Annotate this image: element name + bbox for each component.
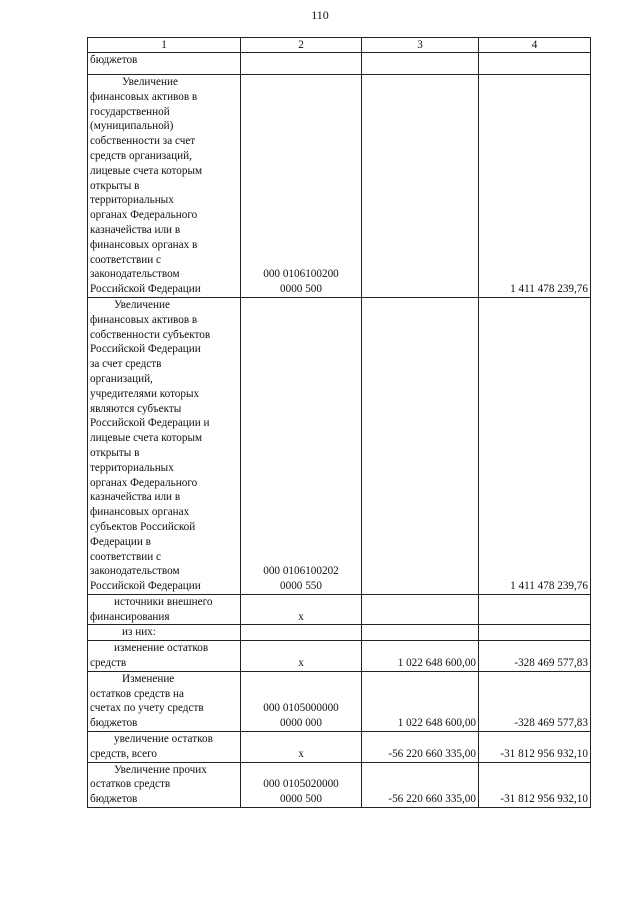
row-name-line: казначейства или в: [90, 491, 181, 504]
row-amount-col3: [362, 625, 479, 641]
row-name-line: Изменение: [122, 672, 175, 685]
row-code-line: 0000 500: [280, 793, 322, 806]
row-name-line: изменение остатков: [114, 642, 209, 655]
row-name-line: учредителями которых: [90, 387, 200, 400]
row-code-cell: [241, 732, 362, 763]
row-name-line: органах Федерального: [90, 476, 198, 489]
column-header-3: 3: [362, 38, 479, 53]
row-amount-col3: 1 022 648 600,00: [362, 641, 479, 672]
row-amount-col3: 1 022 648 600,00: [362, 671, 479, 731]
row-code-cell: [241, 625, 362, 641]
row-name-line: счетах по учету средств: [90, 702, 204, 715]
row-code-line: х: [298, 610, 304, 623]
row-name-cell: [88, 762, 241, 807]
row-amount-col4: -328 469 577,83: [479, 671, 591, 731]
row-name-line: Российской Федерации: [90, 343, 201, 356]
row-code-line: 0000 550: [280, 580, 322, 593]
row-name-line: открыты в: [90, 446, 140, 459]
table-row: [88, 594, 591, 625]
row-name-line: собственности субъектов: [90, 328, 211, 341]
row-code-line: 000 0106100200: [263, 268, 339, 281]
row-amount-col3: -56 220 660 335,00: [362, 762, 479, 807]
row-name-line: бюджетов: [90, 54, 138, 66]
row-code-line: 000 0106100202: [263, 565, 339, 578]
row-name-line: за счет средств: [90, 358, 162, 371]
row-name-line: остатков средств на: [90, 687, 184, 700]
row-amount-col3: [362, 53, 479, 75]
row-name-line: финансовых органах: [90, 506, 190, 519]
row-name-line: финансовых органах в: [90, 238, 198, 251]
row-name-line: финансирования: [90, 610, 170, 623]
row-name-line: соответствии с: [90, 550, 161, 563]
row-code-cell: [241, 297, 362, 594]
row-name-line: Российской Федерации: [90, 283, 201, 296]
column-header-2: 2: [241, 38, 362, 53]
row-name-line: соответствии с: [90, 253, 161, 266]
row-name-line: лицевые счета которым: [90, 164, 203, 177]
row-code-line: 000 0105020000: [263, 778, 339, 791]
row-amount-col3: [362, 297, 479, 594]
row-code-cell: [241, 75, 362, 298]
row-name-line: средств: [90, 657, 127, 670]
row-name-line: лицевые счета которым: [90, 432, 203, 445]
row-name-line: Увеличение прочих: [114, 763, 207, 776]
row-code-line: 0000 000: [280, 717, 322, 730]
budget-sources-table: [87, 37, 591, 808]
row-name-line: источники внешнего: [114, 595, 213, 608]
row-name-line: субъектов Российской: [90, 520, 196, 533]
row-name-line: финансовых активов в: [90, 90, 198, 103]
row-name-line: законодательством: [90, 565, 180, 578]
row-name-cell: [88, 53, 241, 75]
row-name-line: увеличение остатков: [114, 733, 213, 746]
row-amount-col4: -31 812 956 932,10: [479, 762, 591, 807]
row-name-line: средств организаций,: [90, 149, 192, 162]
row-name-line: бюджетов: [90, 717, 138, 730]
row-name-cell: [88, 75, 241, 298]
table-row: [88, 641, 591, 672]
row-amount-col4: 1 411 478 239,76: [479, 75, 591, 298]
row-name-line: собственности за счет: [90, 135, 196, 148]
row-name-line: Увеличение: [122, 76, 178, 88]
row-name-line: законодательством: [90, 268, 180, 281]
row-amount-col4: -328 469 577,83: [479, 641, 591, 672]
table-body: [88, 53, 591, 808]
table-row: [88, 297, 591, 594]
row-name-line: остатков средств: [90, 778, 171, 791]
row-code-line: 0000 500: [280, 283, 322, 296]
row-code-line: х: [298, 657, 304, 670]
row-name-cell: [88, 671, 241, 731]
row-name-line: Российской Федерации: [90, 580, 201, 593]
row-amount-col4: [479, 53, 591, 75]
row-name-cell: [88, 641, 241, 672]
row-name-cell: [88, 732, 241, 763]
row-name-line: территориальных: [90, 194, 174, 207]
row-name-line: бюджетов: [90, 793, 138, 806]
table-row: [88, 625, 591, 641]
row-name-line: (муниципальной): [90, 120, 174, 133]
row-amount-col3: -56 220 660 335,00: [362, 732, 479, 763]
row-name-line: средств, всего: [90, 747, 157, 760]
row-amount-col4: -31 812 956 932,10: [479, 732, 591, 763]
column-header-1: 1: [88, 38, 241, 53]
table-row: [88, 762, 591, 807]
row-amount-col3: [362, 75, 479, 298]
row-code-cell: [241, 53, 362, 75]
row-code-cell: [241, 641, 362, 672]
header-row: [88, 38, 591, 53]
row-name-line: Федерации в: [90, 535, 151, 548]
table-row: [88, 671, 591, 731]
table-header: [88, 38, 591, 53]
row-code-line: 000 0105000000: [263, 702, 339, 715]
row-name-line: финансовых активов в: [90, 313, 198, 326]
row-code-cell: [241, 762, 362, 807]
table-row: [88, 75, 591, 298]
row-amount-col3: [362, 594, 479, 625]
row-name-line: государственной: [90, 105, 170, 118]
row-name-line: казначейства или в: [90, 223, 181, 236]
row-name-line: являются субъекты: [90, 402, 182, 415]
row-name-line: из них:: [122, 626, 156, 639]
row-name-line: территориальных: [90, 461, 174, 474]
row-code-cell: [241, 671, 362, 731]
row-name-line: открыты в: [90, 179, 140, 192]
row-name-line: Увеличение: [114, 298, 170, 311]
row-name-cell: [88, 594, 241, 625]
row-code-line: х: [298, 747, 304, 760]
row-name-cell: [88, 297, 241, 594]
row-amount-col4: [479, 594, 591, 625]
page-number: 110: [311, 8, 329, 22]
row-amount-col4: 1 411 478 239,76: [479, 297, 591, 594]
row-name-cell: [88, 625, 241, 641]
table-row: [88, 732, 591, 763]
table-row: [88, 53, 591, 75]
column-header-4: 4: [479, 38, 591, 53]
row-name-line: Российской Федерации и: [90, 417, 210, 430]
row-name-line: организаций,: [90, 372, 153, 385]
row-amount-col4: [479, 625, 591, 641]
row-name-line: органах Федерального: [90, 209, 198, 222]
row-code-cell: [241, 594, 362, 625]
